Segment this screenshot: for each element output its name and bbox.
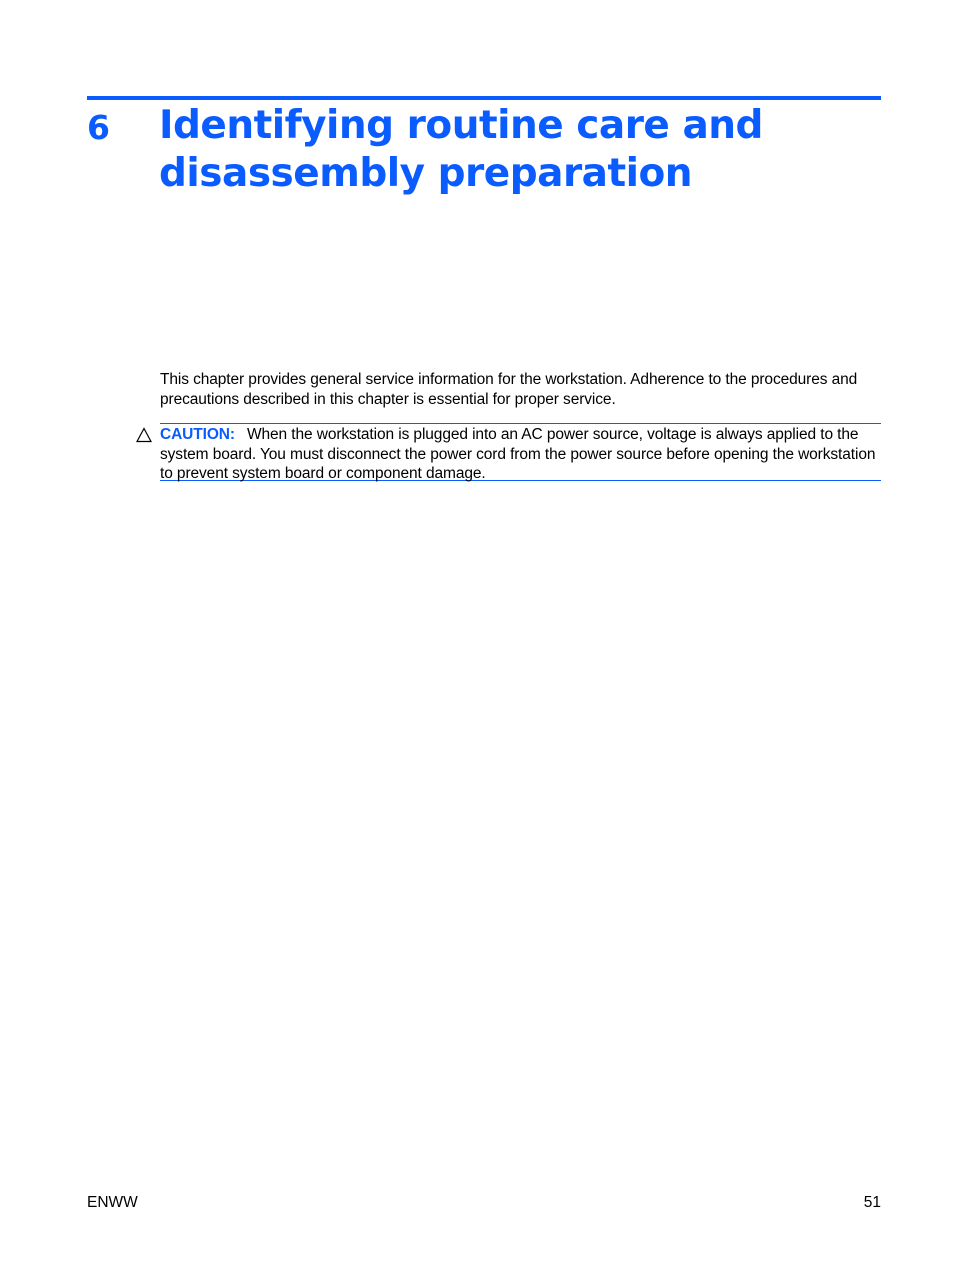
page-number: 51 xyxy=(863,1194,881,1211)
caution-box xyxy=(160,423,881,481)
caution-triangle-icon xyxy=(136,427,152,443)
chapter-number: 6 xyxy=(87,108,110,147)
caution-text-block xyxy=(160,425,881,484)
chapter-title: Identifying routine care and disassembly preparation xyxy=(159,103,763,196)
intro-paragraph: This chapter provides general service information for the workstation. Adherence to the procedures and precautions described in this chapter is essential for proper service. xyxy=(160,371,858,408)
chapter-rule xyxy=(87,96,881,100)
caution-message: When the workstation is plugged into an AC power source, voltage is always applied to the system board. You must disconnect the power cord from the power source before opening the workstation to prevent system board or component damage. xyxy=(160,426,876,482)
caution-label: CAUTION: xyxy=(160,426,235,443)
footer-label: ENWW xyxy=(87,1194,138,1211)
